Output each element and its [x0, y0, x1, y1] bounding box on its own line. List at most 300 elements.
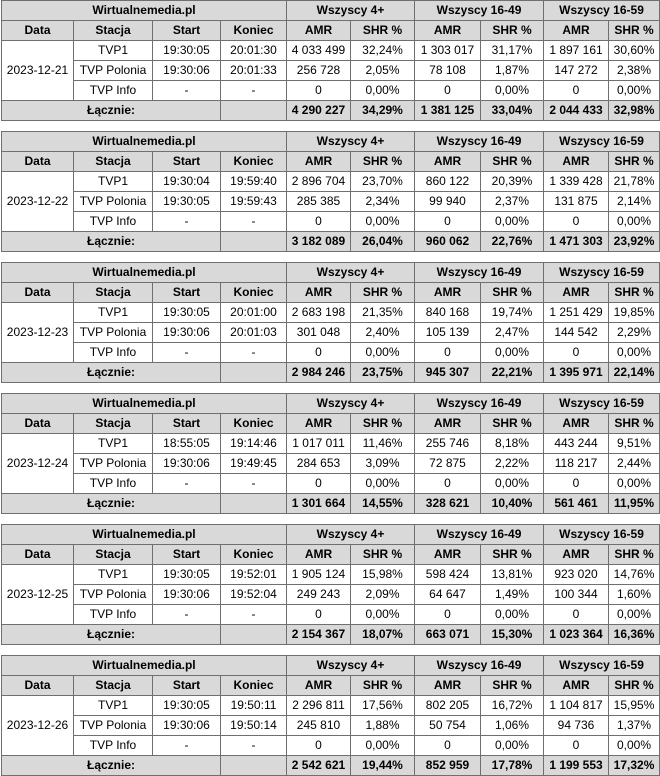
value-cell: 31,17% [481, 41, 544, 61]
column-header-row [2, 414, 660, 434]
value-cell: 2,38% [609, 61, 660, 81]
block-spacer [1, 645, 660, 655]
value-cell: 860 122 [415, 172, 481, 192]
value-cell: 2,37% [481, 192, 544, 212]
total-value-cell: 2 984 246 [287, 363, 351, 383]
value-cell: 0 [544, 605, 609, 625]
column-header: AMR [415, 414, 481, 434]
value-cell: 0 [415, 736, 481, 756]
value-cell: 0 [544, 212, 609, 232]
value-cell: 0 [287, 212, 351, 232]
total-value-cell: 3 182 089 [287, 232, 351, 252]
value-cell: 0,00% [351, 212, 415, 232]
column-header: SHR % [481, 414, 544, 434]
total-value-cell: 22,76% [481, 232, 544, 252]
table-row [2, 736, 660, 756]
value-cell: 19:30:06 [153, 61, 221, 81]
column-header-row [2, 283, 660, 303]
column-header: Start [153, 545, 221, 565]
value-cell: 19:30:04 [153, 172, 221, 192]
value-cell: 144 542 [544, 323, 609, 343]
value-cell: 2 296 811 [287, 696, 351, 716]
total-value-cell: 328 621 [415, 494, 481, 514]
station-cell: TVP1 [74, 303, 153, 323]
value-cell: 19:59:43 [221, 192, 287, 212]
total-value-cell: 17,32% [609, 756, 660, 776]
column-header: AMR [287, 414, 351, 434]
column-header: AMR [415, 21, 481, 41]
value-cell: - [221, 474, 287, 494]
table-row [2, 585, 660, 605]
station-cell: TVP Info [74, 81, 153, 101]
column-header-row [2, 676, 660, 696]
value-cell: - [153, 343, 221, 363]
ratings-report [1, 0, 660, 776]
value-cell: 2 683 198 [287, 303, 351, 323]
value-cell: 1,37% [609, 716, 660, 736]
column-header: Koniec [221, 414, 287, 434]
value-cell: 32,24% [351, 41, 415, 61]
station-cell: TVP Polonia [74, 454, 153, 474]
value-cell: 2,14% [609, 192, 660, 212]
totals-spacer [221, 363, 287, 383]
table-row [2, 41, 660, 61]
value-cell: 19:52:01 [221, 565, 287, 585]
source-label: Wirtualnemedia.pl [2, 656, 287, 676]
ratings-table-block [1, 131, 660, 252]
total-value-cell: 11,95% [609, 494, 660, 514]
group-header-row [2, 1, 660, 21]
value-cell: 30,60% [609, 41, 660, 61]
audience-group-header: Wszyscy 16-59 [544, 132, 660, 152]
table-row [2, 343, 660, 363]
value-cell: 2,09% [351, 585, 415, 605]
value-cell: 245 810 [287, 716, 351, 736]
table-row [2, 696, 660, 716]
value-cell: 0,00% [609, 474, 660, 494]
value-cell: 105 139 [415, 323, 481, 343]
totals-spacer [221, 756, 287, 776]
column-header: AMR [544, 676, 609, 696]
value-cell: 100 344 [544, 585, 609, 605]
total-value-cell: 34,29% [351, 101, 415, 121]
value-cell: - [221, 212, 287, 232]
value-cell: 598 424 [415, 565, 481, 585]
value-cell: 19:30:05 [153, 565, 221, 585]
value-cell: 19:30:06 [153, 454, 221, 474]
ratings-table-block [1, 0, 660, 121]
value-cell: 0 [287, 605, 351, 625]
station-cell: TVP1 [74, 434, 153, 454]
value-cell: 16,72% [481, 696, 544, 716]
value-cell: 19:50:14 [221, 716, 287, 736]
column-header: Start [153, 414, 221, 434]
total-value-cell: 19,44% [351, 756, 415, 776]
column-header: SHR % [481, 152, 544, 172]
column-header: Start [153, 283, 221, 303]
totals-row [2, 625, 660, 645]
column-header: Data [2, 545, 74, 565]
column-header: SHR % [609, 152, 660, 172]
value-cell: 0 [415, 343, 481, 363]
group-header-row [2, 394, 660, 414]
total-value-cell: 26,04% [351, 232, 415, 252]
total-value-cell: 2 154 367 [287, 625, 351, 645]
value-cell: 19:59:40 [221, 172, 287, 192]
total-value-cell: 16,36% [609, 625, 660, 645]
totals-row [2, 494, 660, 514]
column-header: SHR % [351, 152, 415, 172]
group-header-row [2, 263, 660, 283]
totals-label: Łącznie: [2, 625, 221, 645]
total-value-cell: 1 023 364 [544, 625, 609, 645]
value-cell: 0 [544, 736, 609, 756]
station-cell: TVP Polonia [74, 585, 153, 605]
value-cell: 2,44% [609, 454, 660, 474]
column-header: Koniec [221, 21, 287, 41]
value-cell: 0,00% [609, 212, 660, 232]
date-cell: 2023-12-22 [2, 172, 74, 232]
value-cell: 2,29% [609, 323, 660, 343]
value-cell: 1 897 161 [544, 41, 609, 61]
total-value-cell: 14,55% [351, 494, 415, 514]
value-cell: 99 940 [415, 192, 481, 212]
value-cell: 21,78% [609, 172, 660, 192]
value-cell: 19:30:05 [153, 192, 221, 212]
value-cell: - [153, 605, 221, 625]
value-cell: 0 [544, 343, 609, 363]
total-value-cell: 4 290 227 [287, 101, 351, 121]
value-cell: - [221, 81, 287, 101]
value-cell: 19:30:05 [153, 696, 221, 716]
column-header: SHR % [481, 545, 544, 565]
total-value-cell: 23,92% [609, 232, 660, 252]
column-header-row [2, 152, 660, 172]
value-cell: 0 [287, 343, 351, 363]
column-header: Koniec [221, 676, 287, 696]
station-cell: TVP Info [74, 605, 153, 625]
value-cell: 13,81% [481, 565, 544, 585]
total-value-cell: 960 062 [415, 232, 481, 252]
source-label: Wirtualnemedia.pl [2, 394, 287, 414]
source-label: Wirtualnemedia.pl [2, 1, 287, 21]
column-header: AMR [415, 152, 481, 172]
column-header: SHR % [609, 676, 660, 696]
column-header: Data [2, 152, 74, 172]
ratings-table-block [1, 393, 660, 514]
station-cell: TVP Polonia [74, 323, 153, 343]
value-cell: 0 [287, 736, 351, 756]
value-cell: 19:30:05 [153, 41, 221, 61]
value-cell: 1 104 817 [544, 696, 609, 716]
audience-group-header: Wszyscy 4+ [287, 132, 415, 152]
value-cell: 3,09% [351, 454, 415, 474]
audience-group-header: Wszyscy 16-59 [544, 656, 660, 676]
audience-group-header: Wszyscy 16-59 [544, 1, 660, 21]
column-header: SHR % [351, 414, 415, 434]
value-cell: 2,22% [481, 454, 544, 474]
value-cell: - [221, 605, 287, 625]
value-cell: 19:30:05 [153, 303, 221, 323]
value-cell: 19:30:06 [153, 716, 221, 736]
value-cell: 11,46% [351, 434, 415, 454]
value-cell: 840 168 [415, 303, 481, 323]
value-cell: 1 017 011 [287, 434, 351, 454]
total-value-cell: 1 199 553 [544, 756, 609, 776]
total-value-cell: 945 307 [415, 363, 481, 383]
ratings-table-block [1, 524, 660, 645]
value-cell: 20:01:33 [221, 61, 287, 81]
column-header: AMR [415, 283, 481, 303]
total-value-cell: 22,21% [481, 363, 544, 383]
table-row [2, 212, 660, 232]
column-header: AMR [287, 21, 351, 41]
totals-spacer [221, 232, 287, 252]
value-cell: 0,00% [609, 81, 660, 101]
value-cell: 14,76% [609, 565, 660, 585]
column-header: Koniec [221, 152, 287, 172]
value-cell: 78 108 [415, 61, 481, 81]
column-header: Start [153, 21, 221, 41]
value-cell: 301 048 [287, 323, 351, 343]
totals-label: Łącznie: [2, 363, 221, 383]
total-value-cell: 17,78% [481, 756, 544, 776]
column-header: Stacja [74, 545, 153, 565]
value-cell: 802 205 [415, 696, 481, 716]
value-cell: 0 [415, 212, 481, 232]
value-cell: 0,00% [481, 736, 544, 756]
value-cell: 0,00% [609, 605, 660, 625]
column-header: SHR % [609, 414, 660, 434]
table-row [2, 323, 660, 343]
value-cell: 0 [415, 81, 481, 101]
ratings-table-block [1, 655, 660, 776]
table-row [2, 61, 660, 81]
value-cell: 0 [287, 81, 351, 101]
column-header: Data [2, 676, 74, 696]
table-row [2, 454, 660, 474]
table-row [2, 605, 660, 625]
value-cell: 19:49:45 [221, 454, 287, 474]
source-label: Wirtualnemedia.pl [2, 132, 287, 152]
column-header-row [2, 545, 660, 565]
table-row [2, 303, 660, 323]
value-cell: 0 [544, 81, 609, 101]
column-header: Start [153, 676, 221, 696]
date-cell: 2023-12-25 [2, 565, 74, 625]
audience-group-header: Wszyscy 16-49 [415, 132, 544, 152]
value-cell: 8,18% [481, 434, 544, 454]
table-row [2, 474, 660, 494]
value-cell: 72 875 [415, 454, 481, 474]
column-header: AMR [287, 152, 351, 172]
value-cell: 131 875 [544, 192, 609, 212]
date-cell: 2023-12-26 [2, 696, 74, 756]
column-header: Start [153, 152, 221, 172]
station-cell: TVP Info [74, 212, 153, 232]
value-cell: - [221, 736, 287, 756]
value-cell: 2,47% [481, 323, 544, 343]
value-cell: 0 [287, 474, 351, 494]
station-cell: TVP1 [74, 41, 153, 61]
column-header: AMR [544, 21, 609, 41]
value-cell: 20,39% [481, 172, 544, 192]
column-header: SHR % [481, 676, 544, 696]
value-cell: 20:01:03 [221, 323, 287, 343]
value-cell: 1,87% [481, 61, 544, 81]
value-cell: 2 896 704 [287, 172, 351, 192]
value-cell: 1,06% [481, 716, 544, 736]
value-cell: 19:30:06 [153, 323, 221, 343]
column-header: SHR % [481, 21, 544, 41]
column-header: SHR % [481, 283, 544, 303]
value-cell: 0 [544, 474, 609, 494]
value-cell: 20:01:00 [221, 303, 287, 323]
totals-row [2, 363, 660, 383]
station-cell: TVP Info [74, 474, 153, 494]
value-cell: 94 736 [544, 716, 609, 736]
value-cell: 19:14:46 [221, 434, 287, 454]
value-cell: 0,00% [351, 81, 415, 101]
block-spacer [1, 252, 660, 262]
column-header: SHR % [609, 283, 660, 303]
audience-group-header: Wszyscy 16-49 [415, 525, 544, 545]
value-cell: 2,05% [351, 61, 415, 81]
value-cell: 1 251 429 [544, 303, 609, 323]
totals-label: Łącznie: [2, 756, 221, 776]
group-header-row [2, 656, 660, 676]
column-header: AMR [415, 676, 481, 696]
station-cell: TVP1 [74, 565, 153, 585]
audience-group-header: Wszyscy 16-59 [544, 263, 660, 283]
ratings-table-block [1, 262, 660, 383]
station-cell: TVP Polonia [74, 61, 153, 81]
total-value-cell: 1 395 971 [544, 363, 609, 383]
totals-spacer [221, 625, 287, 645]
totals-row [2, 232, 660, 252]
totals-label: Łącznie: [2, 232, 221, 252]
column-header: AMR [287, 283, 351, 303]
totals-row [2, 756, 660, 776]
value-cell: 0,00% [609, 736, 660, 756]
value-cell: - [153, 736, 221, 756]
table-row [2, 81, 660, 101]
table-row [2, 716, 660, 736]
value-cell: 0,00% [481, 605, 544, 625]
total-value-cell: 22,14% [609, 363, 660, 383]
value-cell: 19,85% [609, 303, 660, 323]
value-cell: 2,34% [351, 192, 415, 212]
value-cell: 249 243 [287, 585, 351, 605]
value-cell: 50 754 [415, 716, 481, 736]
value-cell: 0,00% [481, 212, 544, 232]
total-value-cell: 663 071 [415, 625, 481, 645]
value-cell: 17,56% [351, 696, 415, 716]
total-value-cell: 33,04% [481, 101, 544, 121]
column-header: Stacja [74, 21, 153, 41]
value-cell: - [153, 474, 221, 494]
column-header: Stacja [74, 283, 153, 303]
column-header: SHR % [609, 21, 660, 41]
totals-label: Łącznie: [2, 494, 221, 514]
audience-group-header: Wszyscy 16-49 [415, 263, 544, 283]
block-spacer [1, 121, 660, 131]
column-header: Koniec [221, 545, 287, 565]
column-header: AMR [287, 676, 351, 696]
column-header: Stacja [74, 676, 153, 696]
value-cell: 1 905 124 [287, 565, 351, 585]
value-cell: 19:30:06 [153, 585, 221, 605]
column-header: AMR [287, 545, 351, 565]
value-cell: 1,88% [351, 716, 415, 736]
value-cell: 0,00% [351, 605, 415, 625]
value-cell: 1,49% [481, 585, 544, 605]
column-header: SHR % [609, 545, 660, 565]
value-cell: 20:01:30 [221, 41, 287, 61]
audience-group-header: Wszyscy 4+ [287, 263, 415, 283]
value-cell: 118 217 [544, 454, 609, 474]
value-cell: 0,00% [481, 343, 544, 363]
column-header: AMR [544, 152, 609, 172]
station-cell: TVP Polonia [74, 192, 153, 212]
column-header: AMR [415, 545, 481, 565]
value-cell: 0,00% [481, 81, 544, 101]
value-cell: 2,40% [351, 323, 415, 343]
column-header: Data [2, 21, 74, 41]
value-cell: 15,95% [609, 696, 660, 716]
date-cell: 2023-12-24 [2, 434, 74, 494]
audience-group-header: Wszyscy 4+ [287, 394, 415, 414]
value-cell: 0,00% [351, 736, 415, 756]
value-cell: 0,00% [609, 343, 660, 363]
column-header: Koniec [221, 283, 287, 303]
station-cell: TVP Info [74, 343, 153, 363]
column-header-row [2, 21, 660, 41]
station-cell: TVP Info [74, 736, 153, 756]
column-header: AMR [544, 414, 609, 434]
totals-label: Łącznie: [2, 101, 221, 121]
value-cell: 21,35% [351, 303, 415, 323]
table-row [2, 172, 660, 192]
value-cell: 0,00% [351, 474, 415, 494]
value-cell: 285 385 [287, 192, 351, 212]
value-cell: 64 647 [415, 585, 481, 605]
value-cell: 256 728 [287, 61, 351, 81]
source-label: Wirtualnemedia.pl [2, 263, 287, 283]
total-value-cell: 23,75% [351, 363, 415, 383]
audience-group-header: Wszyscy 4+ [287, 1, 415, 21]
block-spacer [1, 383, 660, 393]
total-value-cell: 18,07% [351, 625, 415, 645]
date-cell: 2023-12-21 [2, 41, 74, 101]
value-cell: 0,00% [481, 474, 544, 494]
column-header: SHR % [351, 283, 415, 303]
value-cell: - [153, 212, 221, 232]
group-header-row [2, 525, 660, 545]
value-cell: 1,60% [609, 585, 660, 605]
value-cell: 284 653 [287, 454, 351, 474]
value-cell: 0 [415, 474, 481, 494]
total-value-cell: 10,40% [481, 494, 544, 514]
value-cell: 923 020 [544, 565, 609, 585]
total-value-cell: 1 381 125 [415, 101, 481, 121]
totals-spacer [221, 101, 287, 121]
value-cell: 443 244 [544, 434, 609, 454]
totals-row [2, 101, 660, 121]
audience-group-header: Wszyscy 16-59 [544, 394, 660, 414]
station-cell: TVP1 [74, 696, 153, 716]
total-value-cell: 2 044 433 [544, 101, 609, 121]
